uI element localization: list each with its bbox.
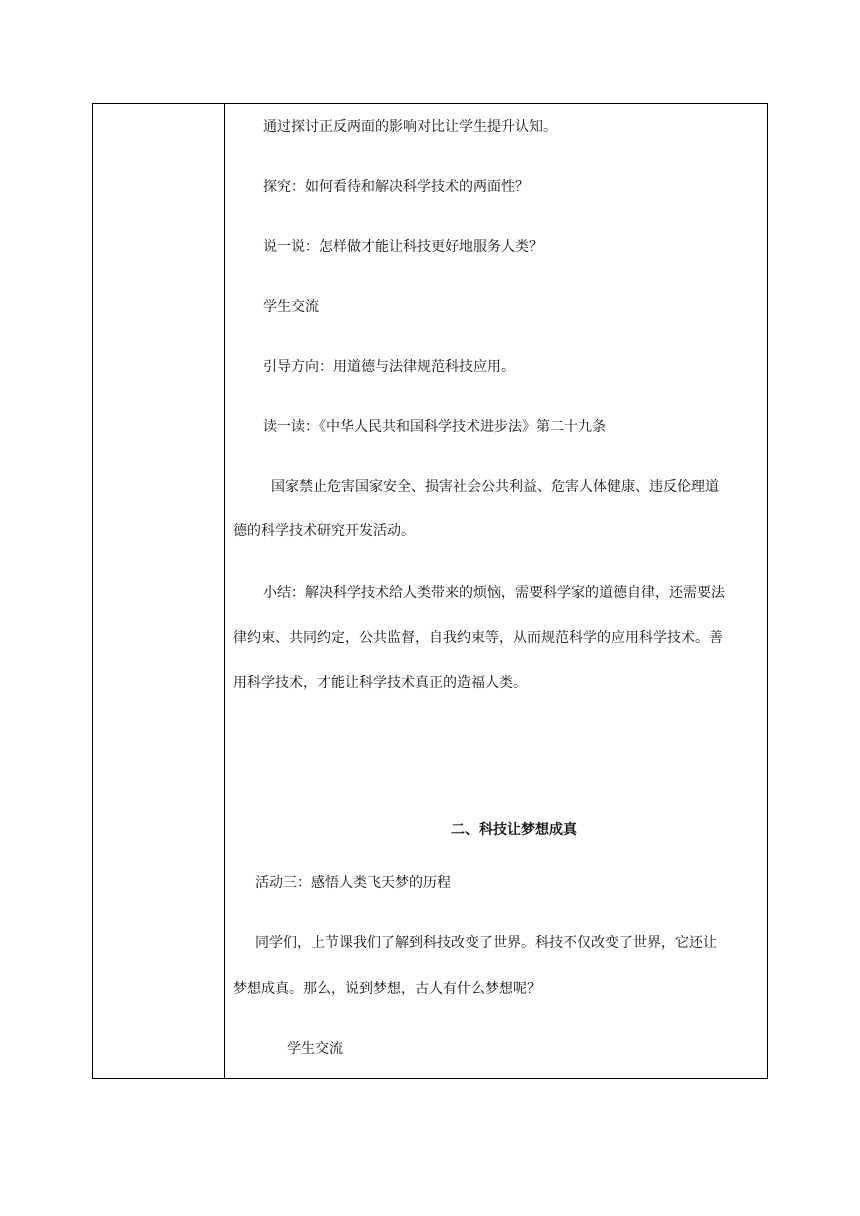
paragraph-law-line-1: 国家禁止危害国家安全、损害社会公共利益、危害人体健康、违反伦理道 bbox=[271, 479, 719, 495]
paragraph-student-exchange-2: 学生交流 bbox=[287, 1041, 343, 1057]
paragraph-guide: 引导方向：用道德与法律规范科技应用。 bbox=[263, 359, 515, 375]
paragraph-law-line-2: 德的科学技术研究开发活动。 bbox=[233, 523, 415, 539]
right-cell bbox=[225, 104, 767, 1078]
paragraph-say: 说一说：怎样做才能让科技更好地服务人类？ bbox=[263, 239, 543, 255]
paragraph-summary-line-2: 律约束、共同约定，公共监督，自我约束等，从而规范科学的应用科学技术。善 bbox=[233, 630, 723, 646]
paragraph-read: 读一读：《中华人民共和国科学技术进步法》第二十九条 bbox=[263, 419, 606, 435]
lesson-table bbox=[92, 103, 768, 1079]
activity-title: 活动三：感悟人类飞天梦的历程 bbox=[255, 875, 451, 891]
paragraph-summary-line-3: 用科学技术，才能让科学技术真正的造福人类。 bbox=[233, 675, 527, 691]
paragraph-dream-line-1: 同学们，上节课我们了解到科技改变了世界。科技不仅改变了世界，它还让 bbox=[255, 935, 717, 951]
paragraph-dream-line-2: 梦想成真。那么，说到梦想，古人有什么梦想呢？ bbox=[233, 981, 541, 997]
section-heading: 二、科技让梦想成真 bbox=[451, 822, 577, 838]
paragraph-cognition: 通过探讨正反两面的影响对比让学生提升认知。 bbox=[263, 119, 557, 135]
paragraph-explore: 探究：如何看待和解决科学技术的两面性？ bbox=[263, 179, 529, 195]
left-cell bbox=[93, 104, 224, 1078]
paragraph-summary-line-1: 小结：解决科学技术给人类带来的烦恼，需要科学家的道德自律，还需要法 bbox=[263, 585, 725, 601]
paragraph-student-exchange-1: 学生交流 bbox=[263, 299, 319, 315]
